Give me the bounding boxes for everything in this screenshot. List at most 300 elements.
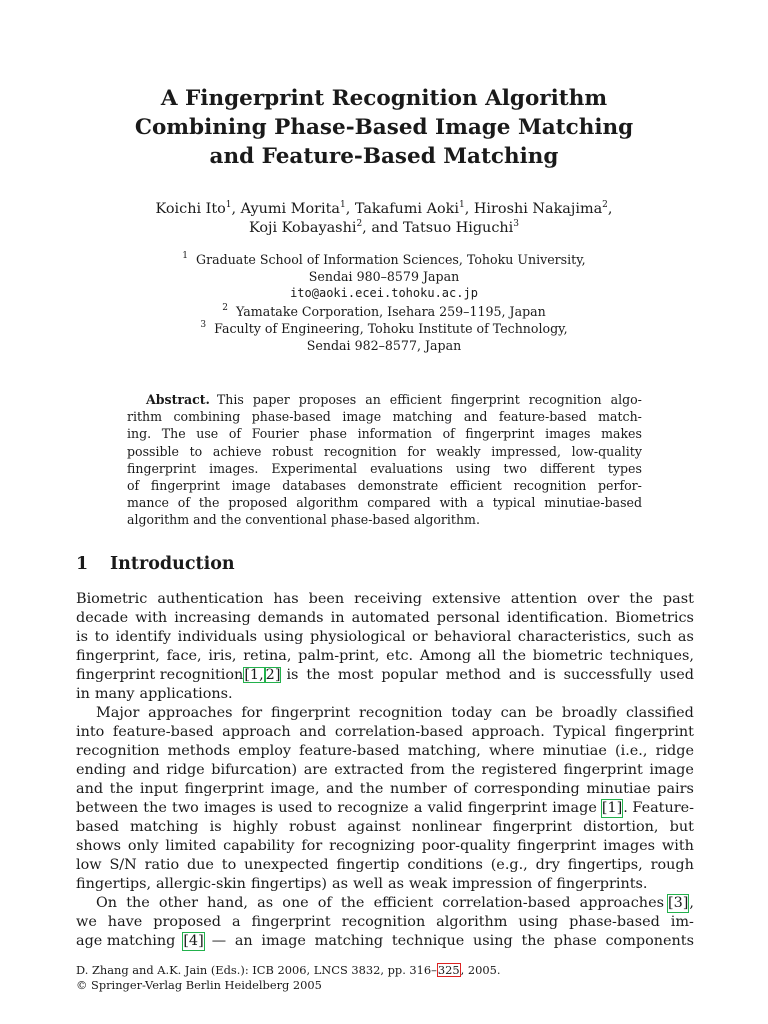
word: in bbox=[76, 686, 90, 702]
word: is bbox=[286, 667, 299, 683]
word: well bbox=[352, 876, 384, 892]
word: efficient bbox=[373, 895, 434, 911]
citation-group bbox=[243, 666, 281, 685]
word: recognition bbox=[528, 392, 602, 407]
word: and bbox=[76, 781, 104, 797]
word: minutiae bbox=[586, 781, 651, 797]
word: algorithm bbox=[296, 495, 359, 511]
word: matching bbox=[130, 819, 199, 835]
word: extensive bbox=[431, 591, 501, 607]
author-affil-mark: 2 bbox=[356, 219, 363, 229]
author-list bbox=[0, 200, 768, 238]
word: Biometrics bbox=[615, 610, 694, 626]
word: recognizing bbox=[329, 838, 415, 854]
word: the bbox=[451, 762, 475, 778]
word: The bbox=[161, 426, 186, 442]
word: registered bbox=[481, 762, 557, 778]
word: ing. bbox=[127, 426, 152, 442]
word: im- bbox=[670, 914, 694, 930]
word: — bbox=[211, 933, 227, 949]
word: are bbox=[303, 762, 328, 778]
word: biometric bbox=[532, 648, 603, 664]
word: S/N bbox=[109, 857, 137, 873]
author-name: , and Tatsuo Higuchi bbox=[362, 220, 514, 236]
word: fingerprint bbox=[127, 460, 197, 476]
word: fingertips, bbox=[567, 857, 643, 873]
word: recognize bbox=[337, 800, 409, 816]
word: and bbox=[132, 762, 160, 778]
abstract-line bbox=[127, 494, 642, 511]
word: the bbox=[126, 895, 150, 911]
word: technique bbox=[391, 933, 465, 949]
word: On bbox=[96, 895, 118, 911]
word: using bbox=[263, 629, 304, 645]
word: popular bbox=[381, 667, 438, 683]
word: due bbox=[186, 857, 214, 873]
word: fingerprint bbox=[450, 392, 520, 407]
body-line bbox=[76, 913, 694, 932]
word: ridge bbox=[655, 743, 694, 759]
word: can bbox=[500, 705, 527, 721]
word: weak bbox=[409, 876, 448, 892]
affiliation-line: Sendai 982–8577, Japan bbox=[306, 338, 462, 354]
word: the bbox=[306, 667, 330, 683]
word: of bbox=[453, 781, 468, 797]
word: extracted bbox=[334, 762, 404, 778]
word: using bbox=[455, 460, 491, 476]
word: the bbox=[340, 895, 365, 911]
word: proposed bbox=[153, 914, 221, 930]
author-line bbox=[0, 219, 768, 238]
citation-link[interactable]: [3] bbox=[668, 895, 689, 911]
affiliation-mark: 3 bbox=[200, 319, 207, 330]
section-title: Introduction bbox=[110, 554, 235, 574]
word: many bbox=[94, 686, 135, 702]
word: we bbox=[76, 914, 97, 930]
word: into bbox=[76, 724, 105, 740]
word: robust bbox=[272, 443, 314, 459]
word: algo- bbox=[610, 392, 642, 407]
word: authentication bbox=[157, 591, 264, 607]
word: minutiae-based bbox=[544, 495, 642, 511]
word: increasing bbox=[174, 610, 251, 626]
word: of bbox=[537, 876, 552, 892]
footer-line: © Springer-Verlag Berlin Heidelberg 2005 bbox=[76, 978, 322, 992]
word: images. bbox=[209, 460, 259, 476]
word: is bbox=[543, 667, 556, 683]
word: where bbox=[488, 743, 535, 759]
word: paper bbox=[252, 392, 290, 407]
word: Among bbox=[419, 648, 472, 664]
word: dry bbox=[535, 857, 560, 873]
body-text-fragment bbox=[96, 894, 664, 913]
author-affil-mark: 1 bbox=[459, 200, 465, 210]
word: techniques, bbox=[609, 648, 694, 664]
word: is bbox=[76, 629, 88, 645]
citation-link[interactable]: [1, bbox=[244, 667, 264, 683]
word: impression bbox=[452, 876, 533, 892]
word: low bbox=[76, 857, 102, 873]
word: different bbox=[539, 460, 595, 476]
word: and bbox=[299, 724, 327, 740]
word: recognition bbox=[341, 914, 426, 930]
word: images bbox=[203, 800, 256, 816]
word: fingertip bbox=[336, 857, 400, 873]
word: feature-based bbox=[498, 409, 587, 425]
contact-email[interactable]: ito@aoki.ecei.tohoku.ac.jp bbox=[290, 286, 478, 301]
word: and bbox=[463, 409, 488, 425]
body-text-fragment bbox=[212, 932, 694, 951]
word: approach bbox=[222, 724, 291, 740]
word: today bbox=[451, 705, 492, 721]
word: combining bbox=[173, 409, 241, 425]
word: a bbox=[231, 914, 241, 930]
body-line bbox=[76, 590, 694, 609]
word: and bbox=[508, 667, 536, 683]
word: fingerprint bbox=[465, 426, 535, 442]
word: unexpected bbox=[244, 857, 329, 873]
word: fingertips, bbox=[76, 876, 152, 892]
word: and bbox=[326, 781, 354, 797]
word: the bbox=[109, 781, 134, 797]
body-line bbox=[76, 666, 694, 685]
word: phase-based bbox=[569, 914, 660, 930]
word: personal bbox=[436, 610, 500, 626]
word: of bbox=[317, 895, 332, 911]
word: evaluations bbox=[370, 460, 443, 476]
body-line bbox=[76, 628, 694, 647]
word: the bbox=[629, 591, 653, 607]
word: with bbox=[439, 495, 468, 511]
page-link[interactable]: 325 bbox=[437, 963, 460, 977]
word: over bbox=[587, 591, 620, 607]
word: from bbox=[410, 762, 445, 778]
title-line: and Feature-Based Matching bbox=[209, 144, 559, 169]
word: two bbox=[503, 460, 527, 476]
word: achieve bbox=[212, 443, 262, 459]
word: such bbox=[637, 629, 672, 645]
word: approaches bbox=[579, 895, 664, 911]
word: fingerprint bbox=[563, 762, 643, 778]
word: past bbox=[662, 591, 694, 607]
word: images bbox=[545, 426, 591, 442]
word: one bbox=[282, 895, 309, 911]
word: input bbox=[139, 781, 178, 797]
word: characteristics, bbox=[517, 629, 631, 645]
word: databases bbox=[282, 478, 347, 494]
word: matching, bbox=[407, 743, 481, 759]
word: image bbox=[231, 478, 271, 494]
word: Typical bbox=[553, 724, 607, 740]
word: iris, bbox=[208, 648, 237, 664]
body-text-fragment bbox=[286, 666, 694, 685]
word: other bbox=[158, 895, 198, 911]
word: Experimental bbox=[271, 460, 358, 476]
word: of bbox=[228, 426, 242, 442]
word: image, bbox=[270, 781, 320, 797]
word: fingerprint bbox=[271, 705, 351, 721]
word: used bbox=[659, 667, 694, 683]
word: of bbox=[442, 426, 455, 442]
word: corresponding bbox=[473, 781, 580, 797]
word: receiving bbox=[354, 591, 422, 607]
word: demonstrate bbox=[357, 478, 439, 494]
word: of bbox=[127, 478, 140, 494]
word: conditions bbox=[407, 857, 483, 873]
word: the bbox=[359, 781, 384, 797]
word: be bbox=[535, 705, 554, 721]
word: types bbox=[607, 460, 642, 476]
abstract-line bbox=[127, 443, 642, 460]
body-line bbox=[76, 609, 694, 628]
word: a bbox=[476, 495, 484, 511]
affiliations bbox=[0, 251, 768, 354]
affiliation-line: Sendai 980–8579 Japan bbox=[308, 269, 460, 285]
word: palm-print, bbox=[298, 648, 380, 664]
word: distortion, bbox=[583, 819, 659, 835]
author-affil-mark: 3 bbox=[513, 219, 519, 229]
word: Fourier bbox=[251, 426, 299, 442]
word: algorithm bbox=[127, 512, 190, 528]
abstract-line bbox=[127, 391, 642, 408]
word: compared bbox=[367, 495, 431, 511]
body-line bbox=[76, 875, 694, 894]
affiliation-text: Graduate School of Information Sciences, Tohoku University, bbox=[196, 252, 586, 267]
word: efficient bbox=[449, 478, 502, 494]
word: conventional bbox=[245, 512, 327, 528]
abstract-label: Abstract. bbox=[146, 392, 210, 407]
footer-text: D. Zhang and A.K. Jain (Eds.): ICB 2006, LNCS 3832, pp. 316– bbox=[76, 963, 437, 977]
word: etc. bbox=[386, 648, 414, 664]
word: hand, bbox=[207, 895, 249, 911]
body-line bbox=[76, 723, 694, 742]
word: recognition bbox=[359, 705, 443, 721]
abstract-line bbox=[127, 460, 642, 477]
word: matching bbox=[392, 409, 453, 425]
word: valid bbox=[427, 800, 463, 816]
body-line bbox=[76, 818, 694, 837]
word: broadly bbox=[561, 705, 618, 721]
word: typical bbox=[492, 495, 536, 511]
word: feature-based bbox=[299, 743, 400, 759]
citation-footer bbox=[76, 963, 500, 993]
word: a bbox=[413, 800, 423, 816]
word: only bbox=[127, 838, 159, 854]
word: automated bbox=[351, 610, 430, 626]
footer-text: , 2005. bbox=[460, 963, 501, 977]
word: the bbox=[143, 800, 167, 816]
word: as bbox=[332, 876, 348, 892]
word: using bbox=[473, 933, 513, 949]
word: shows bbox=[76, 838, 122, 854]
abstract-line bbox=[127, 511, 642, 528]
word: the bbox=[502, 648, 526, 664]
body-line bbox=[76, 837, 694, 856]
word: feature-based bbox=[112, 724, 214, 740]
word: fingerprint bbox=[492, 819, 572, 835]
word: match- bbox=[598, 409, 642, 425]
word: approaches bbox=[148, 705, 233, 721]
word: components bbox=[605, 933, 694, 949]
word: image bbox=[261, 933, 306, 949]
section-heading bbox=[76, 553, 235, 575]
body-text-fragment: fingerprint recognition bbox=[76, 667, 244, 683]
word: possible bbox=[127, 443, 179, 459]
author-name: Koichi Ito bbox=[155, 201, 226, 217]
paper-title bbox=[0, 84, 768, 171]
word: recognition bbox=[513, 478, 587, 494]
author-name: , Takafumi Aoki bbox=[345, 201, 459, 217]
word: proposed bbox=[228, 495, 288, 511]
body-text-fragment: , bbox=[689, 895, 694, 911]
body-line bbox=[76, 761, 694, 780]
word: of bbox=[177, 495, 190, 511]
word: phase bbox=[309, 426, 347, 442]
word: as bbox=[388, 876, 404, 892]
word: ending bbox=[76, 762, 127, 778]
word: fingerprint bbox=[150, 478, 220, 494]
word: fingerprint bbox=[517, 838, 597, 854]
citation-link[interactable]: [4] bbox=[183, 933, 204, 949]
citation-link[interactable]: 2] bbox=[265, 667, 281, 683]
word: efficient bbox=[389, 392, 442, 407]
word: fingertips) bbox=[250, 876, 328, 892]
author-line bbox=[0, 200, 768, 219]
body-line bbox=[76, 780, 694, 799]
title-line: A Fingerprint Recognition Algorithm bbox=[160, 86, 608, 111]
word: to bbox=[94, 629, 110, 645]
word: the bbox=[198, 495, 220, 511]
body-text bbox=[76, 590, 694, 951]
word: ridge bbox=[166, 762, 205, 778]
body-line bbox=[76, 685, 694, 704]
word: bifurcation) bbox=[211, 762, 298, 778]
body-line bbox=[76, 856, 694, 875]
word: fingerprint bbox=[614, 724, 694, 740]
word: with bbox=[135, 610, 168, 626]
word: for bbox=[241, 705, 263, 721]
word: fingerprint, bbox=[76, 648, 160, 664]
word: to bbox=[317, 800, 333, 816]
word: have bbox=[107, 914, 143, 930]
word: capability bbox=[223, 838, 295, 854]
word: the bbox=[521, 933, 546, 949]
word: between bbox=[76, 800, 139, 816]
word: pairs bbox=[657, 781, 694, 797]
word: rough bbox=[650, 857, 694, 873]
author-name: , Hiroshi Nakajima bbox=[464, 201, 603, 217]
word: fingerprint bbox=[251, 914, 331, 930]
word: method bbox=[445, 667, 501, 683]
body-line bbox=[76, 894, 694, 913]
word: been bbox=[308, 591, 345, 607]
word: information bbox=[357, 426, 432, 442]
word: number bbox=[389, 781, 447, 797]
affiliation-text: Faculty of Engineering, Tohoku Institute of Technology, bbox=[214, 320, 568, 336]
word: phase-based bbox=[330, 512, 410, 528]
affiliation-mark: 2 bbox=[222, 302, 228, 313]
word: an bbox=[234, 933, 253, 949]
word: algorithm. bbox=[413, 512, 480, 528]
body-line bbox=[76, 704, 694, 723]
word: fingerprint bbox=[467, 800, 548, 816]
word: fingerprints. bbox=[556, 876, 648, 892]
author-name: Koji Kobayashi bbox=[248, 220, 357, 236]
word: images bbox=[603, 838, 656, 854]
abstract-text bbox=[217, 391, 642, 408]
word: two bbox=[172, 800, 199, 816]
body-line bbox=[76, 742, 694, 761]
abstract-line bbox=[127, 425, 642, 442]
affiliation-line bbox=[0, 303, 768, 320]
word: successfully bbox=[563, 667, 652, 683]
word: image bbox=[552, 800, 597, 816]
word: rithm bbox=[127, 409, 163, 425]
word: most bbox=[337, 667, 374, 683]
word: phase-based bbox=[251, 409, 331, 425]
word: highly bbox=[232, 819, 278, 835]
word: proposes bbox=[298, 392, 357, 407]
author-name: , Ayumi Morita bbox=[231, 201, 340, 217]
word: limited bbox=[165, 838, 217, 854]
word: robust bbox=[288, 819, 337, 835]
affiliation-text: Yamatake Corporation, Isehara 259–1195, Japan bbox=[235, 303, 546, 319]
word: correlation-based bbox=[334, 724, 464, 740]
abstract-line bbox=[127, 408, 642, 425]
body-line bbox=[76, 799, 694, 818]
affiliation-line bbox=[0, 320, 768, 337]
word: face, bbox=[166, 648, 202, 664]
word: for bbox=[301, 838, 323, 854]
word: recognition bbox=[323, 443, 397, 459]
word: poor-quality bbox=[421, 838, 511, 854]
author-separator: , bbox=[607, 201, 613, 217]
word: matching bbox=[314, 933, 384, 949]
word: the bbox=[220, 512, 242, 528]
word: use bbox=[196, 426, 219, 442]
author-affil-mark: 1 bbox=[225, 200, 232, 210]
word: Major bbox=[96, 705, 140, 721]
word: based bbox=[76, 819, 119, 835]
author-affil-mark: 1 bbox=[339, 200, 346, 210]
word: decade bbox=[76, 610, 129, 626]
word: (i.e., bbox=[614, 743, 648, 759]
word: demands bbox=[257, 610, 324, 626]
word: phase bbox=[553, 933, 597, 949]
word: image bbox=[342, 409, 382, 425]
word: impressed, bbox=[491, 443, 561, 459]
word: and bbox=[193, 512, 217, 528]
word: with bbox=[661, 838, 694, 854]
citation-link[interactable]: [1] bbox=[601, 800, 623, 816]
word: fingerprint bbox=[184, 781, 264, 797]
word: nonlinear bbox=[411, 819, 482, 835]
word: image bbox=[649, 762, 694, 778]
word: ratio bbox=[144, 857, 180, 873]
word: to bbox=[189, 443, 203, 459]
word: is bbox=[209, 819, 222, 835]
abstract-line bbox=[127, 477, 642, 494]
word: correlation-based bbox=[442, 895, 571, 911]
word: identify bbox=[115, 629, 172, 645]
word: physiological bbox=[309, 629, 406, 645]
word: allergic-skin bbox=[156, 876, 246, 892]
word: employ bbox=[238, 743, 292, 759]
abstract bbox=[127, 391, 642, 529]
word: methods bbox=[167, 743, 231, 759]
word: makes bbox=[601, 426, 642, 442]
word: algorithm bbox=[436, 914, 508, 930]
